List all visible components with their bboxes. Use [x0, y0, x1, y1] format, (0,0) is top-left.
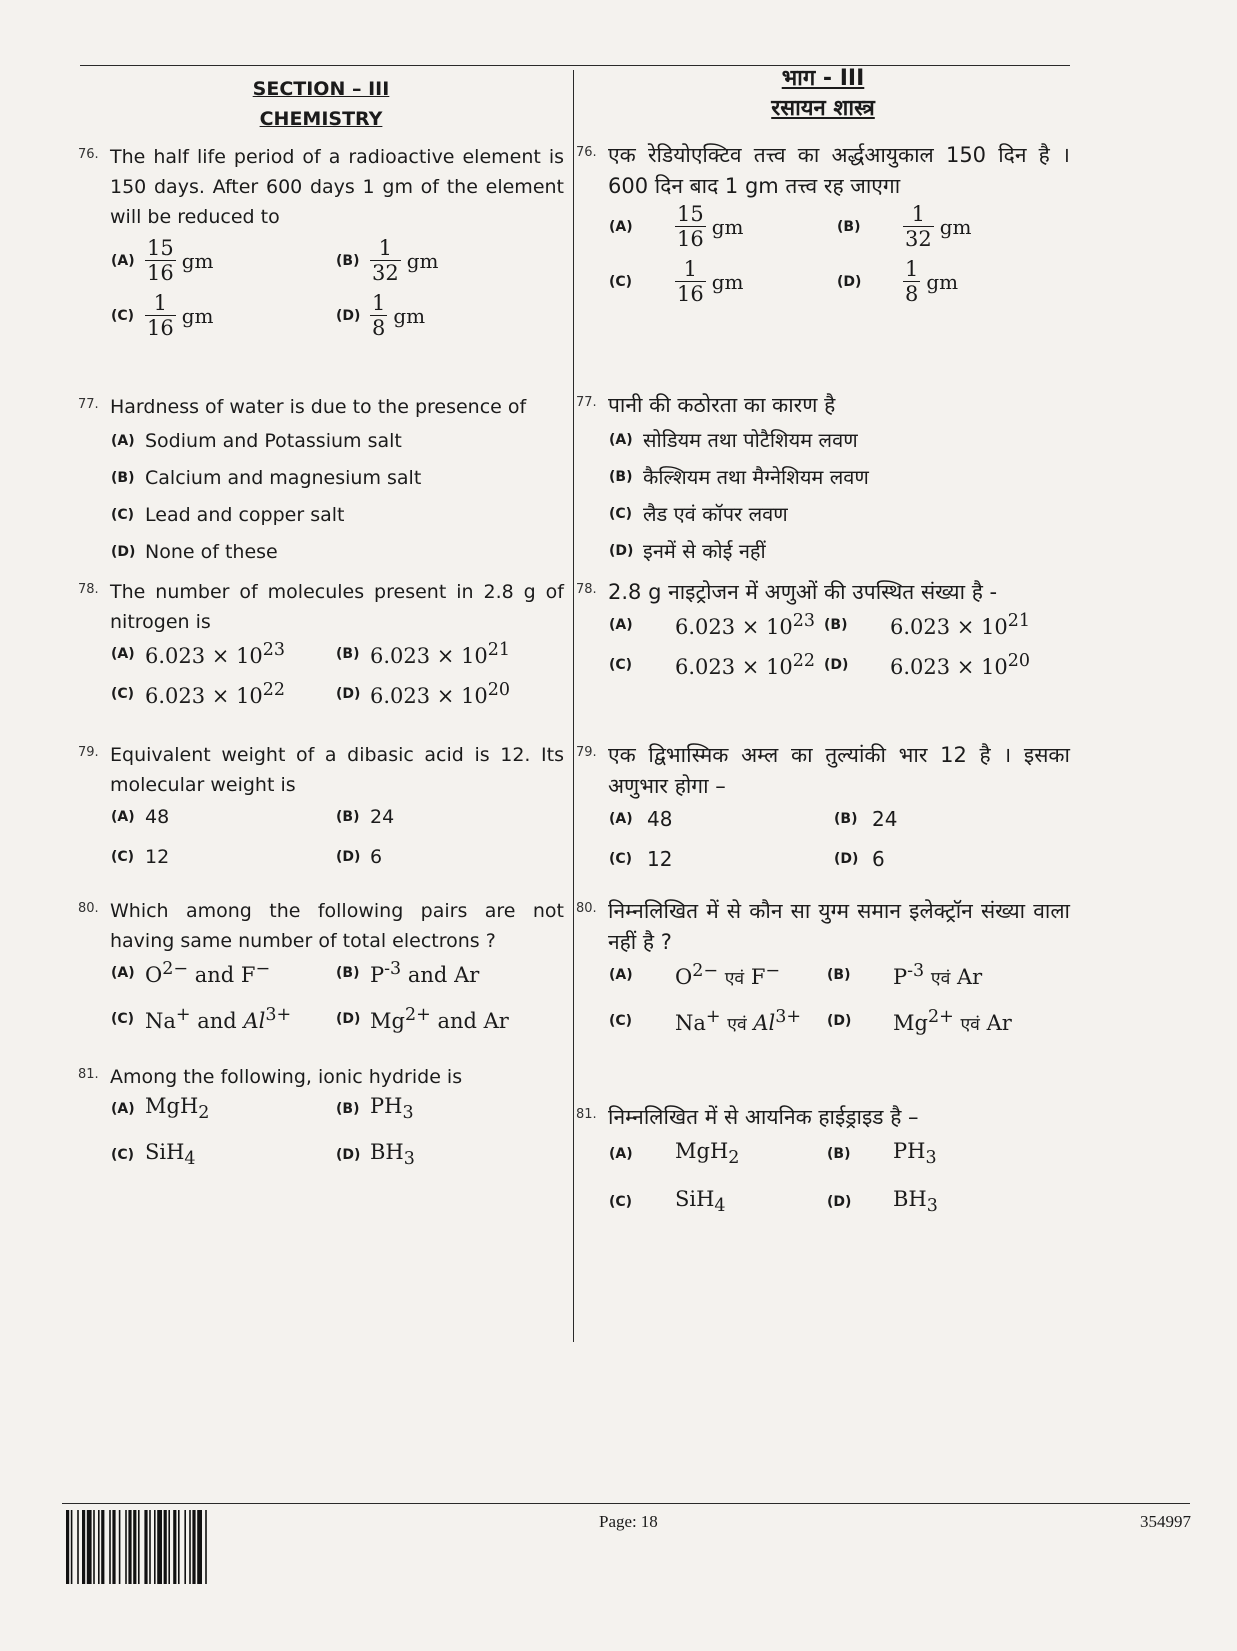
fraction: $\frac{15}{16}$: [147, 236, 174, 285]
option-a[interactable]: (A) $\frac{15}{16}$ gm: [609, 202, 744, 251]
option-b[interactable]: (B) $P^{-3}$ एवं Ar: [827, 960, 983, 989]
barcode-bar: [66, 1510, 69, 1584]
subject-label: रसायन शास्त्र: [771, 96, 875, 121]
english-column: [78, 62, 564, 1170]
option-d[interactable]: (D) $Mg^{2+}$ एवं Ar: [827, 1006, 1012, 1035]
barcode-bar: [77, 1510, 79, 1584]
option-b[interactable]: (B) $\frac{1}{32}$ gm: [837, 202, 972, 251]
barcode-bar: [82, 1510, 85, 1584]
question-77: [78, 392, 564, 570]
option-c[interactable]: (C) लैड एवं कॉपर लवण: [609, 502, 788, 526]
option-a[interactable]: (A) सोडियम तथा पोटैशियम लवण: [609, 428, 858, 452]
section-label: भाग - III: [781, 66, 865, 91]
option-a[interactable]: (A) $6.023 \times 10^{23}$: [609, 611, 816, 639]
fraction: $\frac{1}{16}$: [677, 257, 704, 306]
barcode-bar: [168, 1510, 170, 1584]
option-b[interactable]: (B) 24: [834, 807, 898, 831]
barcode-bar: [189, 1510, 191, 1584]
option-b[interactable]: (B) Calcium and magnesium salt: [111, 466, 422, 489]
option-b[interactable]: (B) 24: [336, 806, 395, 828]
question-text: निम्नलिखित में से आयनिक हाईड्राइड है –: [608, 1105, 919, 1129]
barcode-bar: [109, 1510, 111, 1584]
option-d[interactable]: (D) $\frac{1}{8}$ gm: [336, 291, 426, 340]
question-number: 76.: [78, 147, 99, 162]
option-d[interactable]: (D) $6.023 \times 10^{20}$: [824, 651, 1031, 679]
question-number: 78.: [78, 582, 99, 597]
question-number: 76.: [576, 145, 597, 160]
question-text: निम्नलिखित में से कौन सा युग्म समान इलेक्ट्रॉन संख्या वाला नहीं है ?: [608, 899, 1070, 954]
question-number: 78.: [576, 582, 597, 597]
option-b[interactable]: (B) $\frac{1}{32}$ gm: [336, 236, 439, 285]
option-c[interactable]: (C) Na+ and $Al^{3+}$: [111, 1005, 292, 1033]
footer-rule: [62, 1503, 1190, 1504]
question-76: [78, 142, 564, 340]
options: [111, 800, 564, 874]
question-text: Among the following, ionic hydride is: [110, 1066, 463, 1088]
question-number: 79.: [78, 745, 99, 760]
question-81: [78, 1062, 564, 1172]
barcode-bar: [197, 1510, 202, 1584]
page-number: Page: 18: [599, 1512, 658, 1531]
option-a[interactable]: (A) Sodium and Potassium salt: [111, 429, 402, 452]
barcode-bar: [125, 1510, 127, 1584]
option-c[interactable]: (C) $\frac{1}{16}$ gm: [609, 257, 744, 306]
option-a[interactable]: (A) $\frac{15}{16}$ gm: [111, 236, 214, 285]
option-b[interactable]: (B) $P^{-3}$ and Ar: [336, 959, 480, 987]
option-c[interactable]: (C) Na+ एवं $Al^{3+}$: [609, 1006, 802, 1035]
section-heading-hindi: [576, 64, 1070, 124]
question-text: Equivalent weight of a dibasic acid is 12. Its molecular weight is: [110, 744, 564, 796]
barcode-bar: [87, 1510, 92, 1584]
question-text: Hardness of water is due to the presence of: [110, 396, 527, 418]
subject-label: CHEMISTRY: [259, 108, 383, 130]
booklet-code: 354997: [1140, 1512, 1191, 1531]
barcode: [66, 1510, 274, 1584]
option-b[interactable]: (B) $6.023 \times 10^{21}$: [336, 640, 511, 668]
option-c[interactable]: (C) $6.023 \times 10^{22}$: [111, 680, 286, 708]
question-number: 79.: [576, 745, 597, 760]
question-number: 81.: [576, 1107, 597, 1122]
option-b[interactable]: (B) $PH_3$: [827, 1139, 937, 1169]
barcode-bar: [192, 1510, 195, 1584]
question-text: 2.8 g नाइट्रोजन में अणुओं की उपस्थित संख्या है -: [608, 580, 998, 604]
question-text: The number of molecules present in 2.8 g of nitrogen is: [110, 581, 564, 633]
question-80: [576, 896, 1070, 1038]
options: [111, 1092, 564, 1172]
options: [111, 637, 564, 711]
options: [609, 608, 1070, 682]
barcode-bar: [173, 1510, 176, 1584]
barcode-bar: [178, 1510, 180, 1584]
hindi-column: [576, 62, 1070, 1217]
question-text: The half life period of a radioactive element is 150 days. After 600 days 1 gm of the element will be reduced to: [110, 146, 564, 228]
option-c[interactable]: (C) SiH$_4$: [609, 1187, 726, 1217]
option-c[interactable]: (C) 12: [111, 846, 170, 868]
barcode-bar: [133, 1510, 136, 1584]
barcode-bar: [101, 1510, 104, 1584]
option-d[interactable]: (D) 6: [336, 846, 383, 868]
question-number: 81.: [78, 1067, 99, 1082]
column-divider: [573, 70, 574, 1342]
section-label: SECTION – III: [252, 78, 390, 100]
options: [609, 421, 1070, 569]
options: [609, 1137, 1070, 1219]
barcode-bar: [93, 1510, 95, 1584]
question-text: एक रेडियोएक्टिव तत्त्व का अर्द्धआयुकाल 150 दिन है । 600 दिन बाद 1 gm तत्त्व रह जाएगा: [608, 143, 1070, 198]
option-b[interactable]: (B) $PH_3$: [336, 1094, 414, 1124]
barcode-bar: [184, 1510, 186, 1584]
question-number: 80.: [78, 901, 99, 916]
barcode-bar: [157, 1510, 162, 1584]
option-d[interactable]: (D) $BH_3$: [336, 1140, 415, 1170]
barcode-bar: [164, 1510, 167, 1584]
question-number: 77.: [78, 397, 99, 412]
option-d[interactable]: (D) $\frac{1}{8}$ gm: [837, 257, 959, 306]
question-text: एक द्विभास्मिक अम्ल का तुल्यांकी भार 12 है । इसका अणुभार होगा –: [608, 743, 1070, 798]
fraction: $\frac{15}{16}$: [677, 202, 704, 251]
options: [111, 236, 564, 340]
question-79: [78, 740, 564, 874]
option-a[interactable]: (A) 48: [609, 807, 673, 831]
option-a[interactable]: (A) $6.023 \times 10^{23}$: [111, 640, 286, 668]
option-c[interactable]: (C) $6.023 \times 10^{22}$: [609, 651, 816, 679]
question-text: Which among the following pairs are not having same number of total electrons ?: [110, 900, 564, 952]
barcode-bar: [149, 1510, 151, 1584]
barcode-bar: [154, 1510, 156, 1584]
option-d[interactable]: (D) None of these: [111, 540, 278, 563]
fraction: $\frac{1}{8}$: [372, 291, 386, 340]
option-d[interactable]: (D) $Mg^{2+}$ and Ar: [336, 1005, 509, 1033]
question-76: [576, 140, 1070, 306]
question-78: [78, 577, 564, 711]
question-number: 77.: [576, 395, 597, 410]
options: [111, 422, 564, 570]
fraction: $\frac{1}{32}$: [905, 202, 932, 251]
barcode-bar: [128, 1510, 131, 1584]
option-c[interactable]: (C) 12: [609, 847, 673, 871]
options: [111, 956, 564, 1036]
option-d[interactable]: (D) $BH_3$: [827, 1187, 938, 1217]
options: [609, 958, 1070, 1038]
question-81: [576, 1102, 1070, 1219]
section-heading-english: [78, 74, 564, 134]
barcode-bar: [71, 1510, 73, 1584]
option-c[interactable]: (C) SiH$_4$: [111, 1140, 196, 1170]
fraction: $\frac{1}{16}$: [147, 291, 174, 340]
question-number: 80.: [576, 901, 597, 916]
barcode-bar: [119, 1510, 121, 1584]
barcode-bar: [205, 1510, 207, 1584]
option-d[interactable]: (D) $6.023 \times 10^{20}$: [336, 680, 511, 708]
options: [609, 202, 1070, 306]
option-a[interactable]: (A) $O^{2-}$ एवं F−: [609, 960, 781, 989]
barcode-bar: [112, 1510, 115, 1584]
option-d[interactable]: (D) 6: [834, 847, 885, 871]
option-a[interactable]: (A) $O^{2-}$ and F−: [111, 959, 271, 987]
question-78: [576, 577, 1070, 682]
option-c[interactable]: (C) Lead and copper salt: [111, 503, 345, 526]
fraction: $\frac{1}{32}$: [372, 236, 399, 285]
barcode-bar: [98, 1510, 100, 1584]
barcode-bar: [138, 1510, 140, 1584]
option-b[interactable]: (B) $6.023 \times 10^{21}$: [824, 611, 1031, 639]
barcode-bar: [144, 1510, 147, 1584]
option-d[interactable]: (D) इनमें से कोई नहीं: [609, 539, 766, 563]
question-77: [576, 390, 1070, 569]
option-a[interactable]: (A) MgH$_2$: [111, 1094, 210, 1124]
option-c[interactable]: (C) $\frac{1}{16}$ gm: [111, 291, 214, 340]
question-79: [576, 740, 1070, 876]
fraction: $\frac{1}{8}$: [905, 257, 919, 306]
options: [609, 802, 1070, 876]
question-80: [78, 896, 564, 1036]
option-a[interactable]: (A) 48: [111, 806, 170, 828]
question-text: पानी की कठोरता का कारण है: [608, 393, 836, 417]
option-a[interactable]: (A) MgH$_2$: [609, 1139, 740, 1169]
option-b[interactable]: (B) कैल्शियम तथा मैग्नेशियम लवण: [609, 465, 869, 489]
